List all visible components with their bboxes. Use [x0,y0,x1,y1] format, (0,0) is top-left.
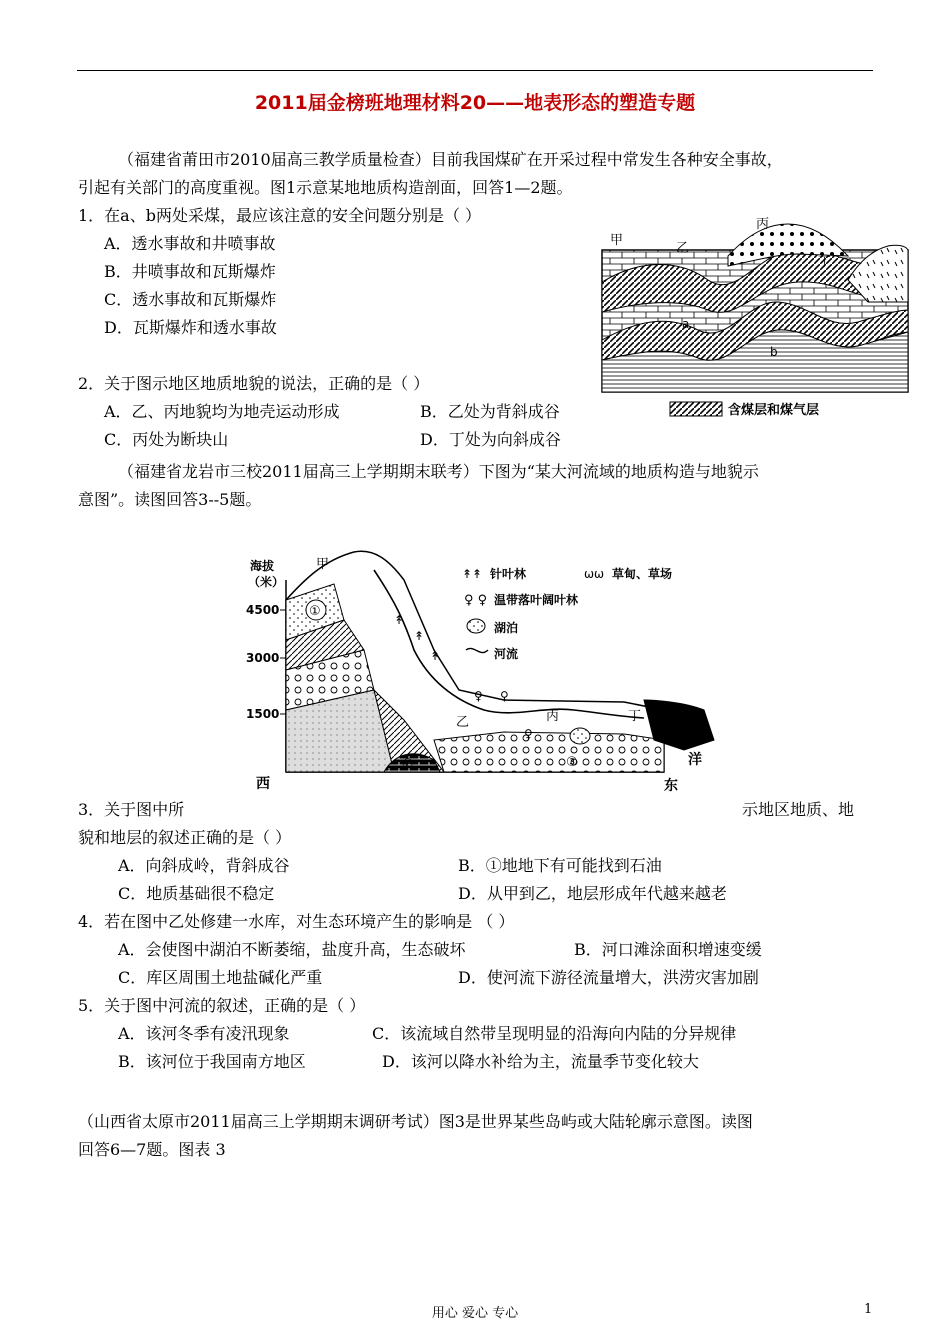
figure1-label-bing: 丙 [756,217,770,232]
figure1-label-a: a [682,317,690,331]
conifer-icon: ↟ [414,629,425,643]
q3-option-c: C．地质基础很不稳定 [118,884,275,903]
q1-option-b: B．井喷事故和瓦斯爆炸 [104,262,276,281]
figure2-place-ding: 丁 [628,709,642,724]
q5-option-d: D．该河以降水补给为主，流量季节变化较大 [382,1052,699,1071]
figure2-east-label: 东 [664,778,678,794]
intro2-line1: （福建省龙岩市三校2011届高三上学期期末联考）下图为“某大河流域的地质构造与地貌示 [118,462,759,481]
q2-option-c: C．丙处为断块山 [104,430,229,449]
figure2-legend-lake: 湖泊 [494,621,519,635]
figure2-place-yi: 乙 [456,715,470,730]
q2-stem: 2．关于图示地区地质地貌的说法，正确的是（ ） [78,374,430,393]
figure2-river-basin-diagram [244,540,720,796]
figure2-place-bing: 丙 [546,709,560,724]
figure2-ytick-4500: 4500 [246,603,280,617]
broadleaf-tree-icon: ♀ [474,689,483,703]
figure2-ylabel-altitude: 海拔 [250,559,275,573]
conifer-legend-icon: ↟↟ [462,567,483,581]
figure1-legend-swatch [670,402,722,416]
footer-motto: 用心 爱心 专心 [431,1306,519,1321]
q4-stem: 4．若在图中乙处修建一水库，对生态环境产生的影响是 （ ） [78,912,515,931]
figure2-ytick-1500: 1500 [246,707,280,721]
q3-stem-c: 貌和地层的叙述正确的是（ ） [78,828,292,847]
figure2-place-jia: 甲 [316,557,330,572]
intro3-line1: （山西省太原市2011届高三上学期期末调研考试）图3是世界某些岛屿或大陆轮廓示意图。读图 [78,1112,753,1131]
intro3-line2: 回答6—7题。图表 3 [78,1140,226,1159]
figure2-legend-grass: 草甸、草场 [612,567,673,581]
figure1-legend-text: 含煤层和煤气层 [728,403,820,418]
q1-stem: 1．在a、b两处采煤，最应该注意的安全问题分别是（ ） [78,206,482,225]
figure1-geologic-section [598,210,914,428]
figure2-ytick-3000: 3000 [246,651,280,665]
header-rule [77,70,873,71]
q4-option-b: B．河口滩涂面积增速变缓 [574,940,762,959]
figure2-legend-river: 河流 [494,647,519,661]
figure2-sea-2: 洋 [688,752,702,768]
q4-option-c: C．库区周围土地盐碱化严重 [118,968,323,987]
intro1-line1: （福建省莆田市2010届高三教学质量检查）目前我国煤矿在开采过程中常发生各种安全事故， [118,150,783,169]
grass-legend-icon: ѡѡ [584,567,605,581]
broadleaf-legend-icon: ♀ ♀ [464,593,488,608]
figure1-label-b: b [770,345,778,359]
broadleaf-tree-icon: ♀ [500,689,509,703]
q1-option-c: C．透水事故和瓦斯爆炸 [104,290,277,309]
page-title: 2011届金榜班地理材料20——地表形态的塑造专题 [254,92,696,114]
figure1-label-jia: 甲 [610,233,624,248]
figure1-label-ding: 丁 [818,255,832,270]
conifer-icon: ↟ [430,649,441,663]
figure2-circle-3: ③ [566,755,578,770]
figure2-circle-1: ① [309,604,321,619]
figure1-label-yi: 乙 [676,241,690,256]
q1-option-a: A．透水事故和井喷事故 [104,234,276,253]
broadleaf-tree-icon: ♀ [524,727,533,741]
conifer-icon: ↟ [394,613,405,627]
q2-option-a: A．乙、丙地貌均为地壳运动形成 [104,402,340,421]
q5-option-c: C．该流域自然带呈现明显的沿海向内陆的分异规律 [372,1024,737,1043]
figure2-sea-1: 海 [688,726,702,742]
figure2-west-label: 西 [256,776,270,792]
q5-option-a: A．该河冬季有凌汛现象 [118,1024,290,1043]
q4-option-a: A．会使图中湖泊不断萎缩，盐度升高，生态破坏 [118,940,466,959]
q2-option-b: B．乙处为背斜成谷 [420,402,560,421]
intro2-line2: 意图”。读图回答3--5题。 [78,490,262,509]
lake-legend-icon [467,619,485,633]
q3-option-b: B．①地地下有可能找到石油 [458,856,662,875]
figure2-legend-conifer: 针叶林 [490,567,527,581]
q5-stem: 5．关于图中河流的叙述，正确的是（ ） [78,996,366,1015]
q3-option-d: D．从甲到乙，地层形成年代越来越老 [458,884,727,903]
q3-stem-b: 示地区地质、地 [742,800,855,819]
intro1-line2: 引起有关部门的高度重视。图1示意某地地质构造剖面，回答1—2题。 [78,178,573,197]
figure2-ylabel-unit: （米） [248,575,285,589]
q1-option-d: D．瓦斯爆炸和透水事故 [104,318,277,337]
page-number: 1 [864,1302,873,1317]
q3-stem-a: 3．关于图中所 [78,800,185,819]
river-legend-icon [466,648,488,652]
figure2-legend-broadleaf: 温带落叶阔叶林 [494,593,579,607]
q4-option-d: D．使河流下游径流量增大，洪涝灾害加剧 [458,968,759,987]
figure2-circle-2: ② [402,757,414,772]
q2-option-d: D．丁处为向斜成谷 [420,430,561,449]
q3-option-a: A．向斜成岭，背斜成谷 [118,856,290,875]
q5-option-b: B．该河位于我国南方地区 [118,1052,306,1071]
